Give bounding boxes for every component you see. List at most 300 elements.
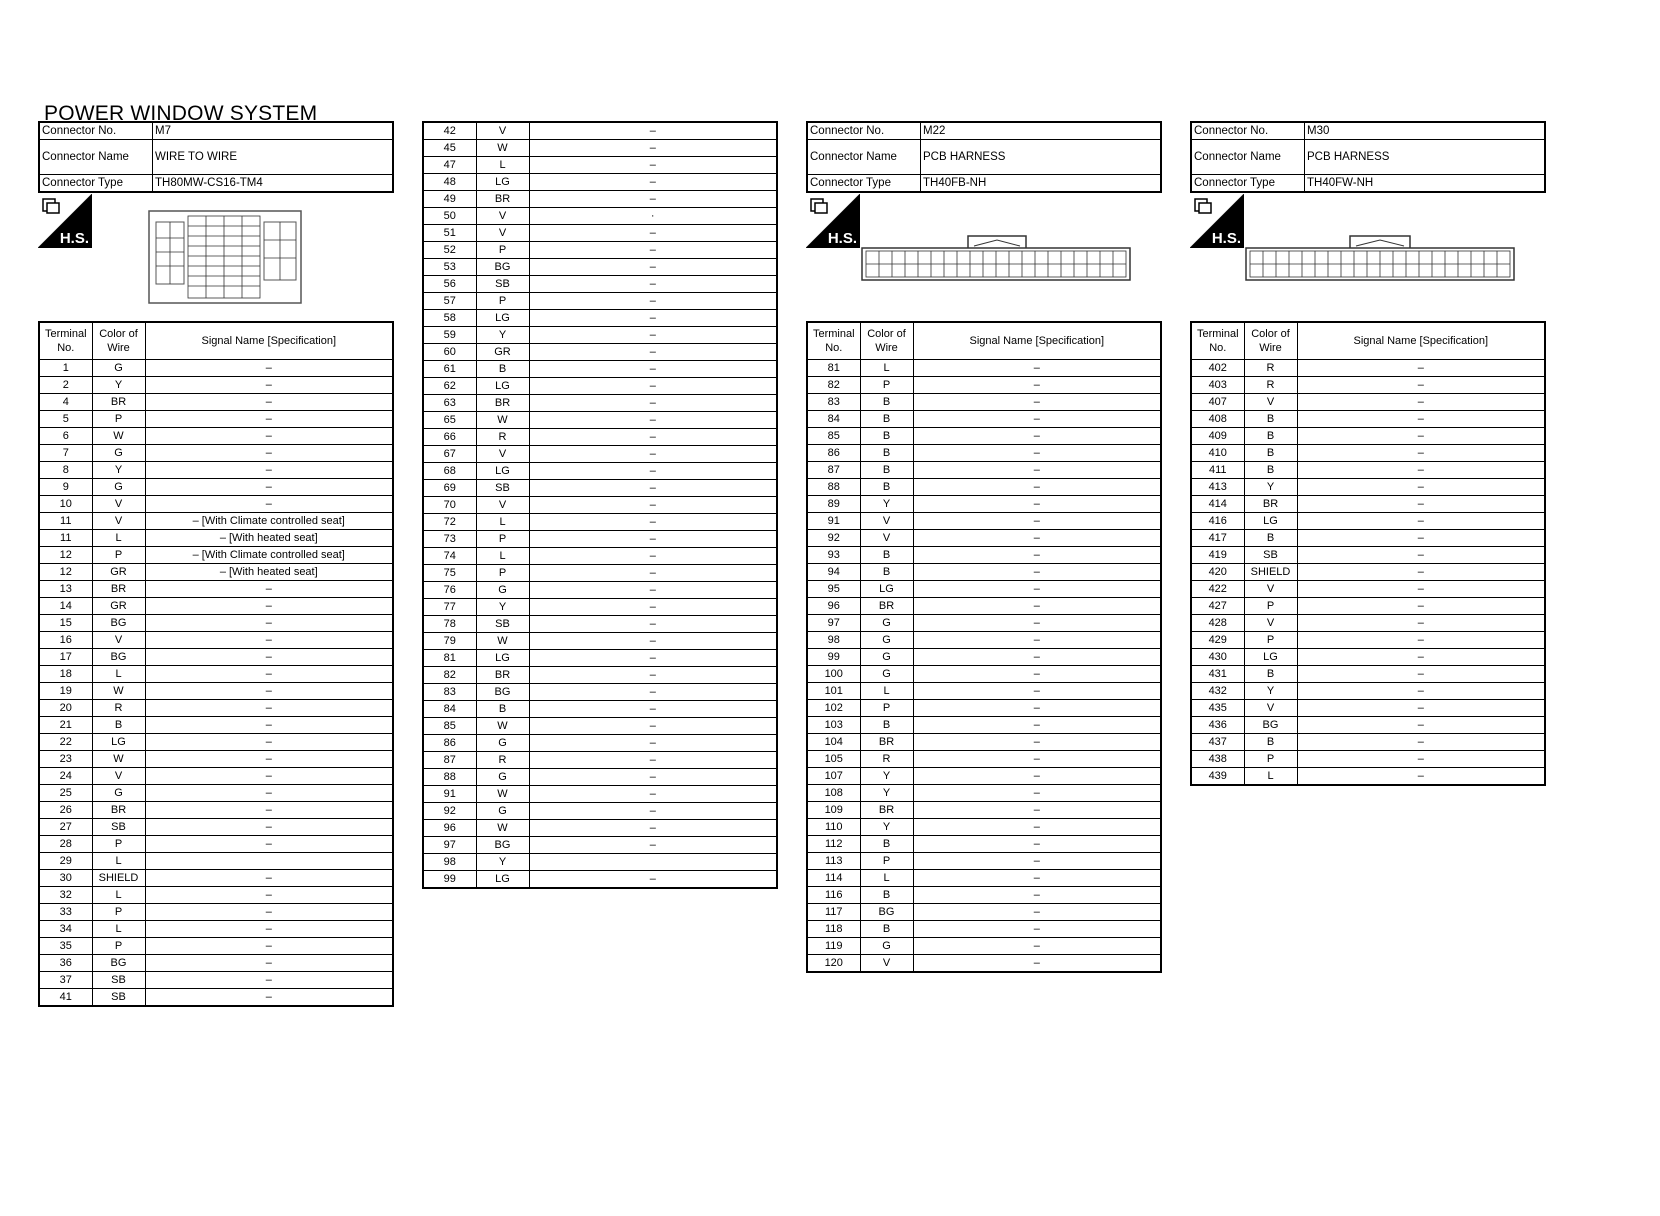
wire-color-cell: BR [860, 802, 913, 819]
terminal-no-cell: 437 [1191, 734, 1244, 751]
table-row [423, 378, 777, 395]
wire-color-cell: GR [92, 564, 145, 581]
table-row [807, 462, 1161, 479]
terminal-no-cell: 7 [39, 445, 92, 462]
table-row [1191, 632, 1545, 649]
signal-name-cell: – [913, 819, 1161, 836]
signal-name-cell: – [1297, 683, 1545, 700]
table-row [39, 632, 393, 649]
terminal-no-cell: 118 [807, 921, 860, 938]
table-row [423, 633, 777, 650]
signal-name-cell: – [145, 598, 393, 615]
connector-type-value: TH40FB-NH [921, 175, 1162, 193]
table-row [423, 361, 777, 378]
signal-name-cell: – [913, 547, 1161, 564]
signal-name-cell: – [145, 751, 393, 768]
table-row [1191, 649, 1545, 666]
m7-info-table [38, 121, 394, 193]
terminal-no-cell: 117 [807, 904, 860, 921]
terminal-no-cell: 419 [1191, 547, 1244, 564]
signal-name-cell: – [145, 938, 393, 955]
wire-color-cell: P [1244, 751, 1297, 768]
connector-no-value: M30 [1305, 122, 1546, 140]
terminal-no-cell: 63 [423, 395, 476, 412]
connector-no-value: M7 [153, 122, 394, 140]
signal-name-cell: – [529, 463, 777, 480]
signal-name-cell: – [529, 395, 777, 412]
wire-color-cell: B [860, 921, 913, 938]
table-row [39, 870, 393, 887]
wire-color-cell: R [92, 700, 145, 717]
wire-color-cell: G [476, 582, 529, 599]
table-row [807, 938, 1161, 955]
signal-name-cell: – [529, 242, 777, 259]
terminal-no-cell: 27 [39, 819, 92, 836]
terminal-no-cell: 53 [423, 259, 476, 276]
table-row [423, 174, 777, 191]
table-row [423, 565, 777, 582]
wire-color-cell: B [860, 717, 913, 734]
signal-name-cell: – [913, 700, 1161, 717]
table-row [39, 513, 393, 530]
table-row [1191, 768, 1545, 786]
table-row [807, 666, 1161, 683]
signal-name-cell: – [913, 445, 1161, 462]
table-row [39, 904, 393, 921]
table-row [807, 649, 1161, 666]
wire-color-cell: B [1244, 428, 1297, 445]
table-row [423, 786, 777, 803]
wire-color-cell: P [1244, 598, 1297, 615]
terminal-no-cell: 61 [423, 361, 476, 378]
table-row [423, 191, 777, 208]
table-row [807, 734, 1161, 751]
signal-name-cell: – [1297, 530, 1545, 547]
m30-connector-diagram [1244, 234, 1516, 282]
terminal-no-cell: 74 [423, 548, 476, 565]
terminal-no-cell: 35 [39, 938, 92, 955]
terminal-no-cell: 11 [39, 530, 92, 547]
wire-color-cell: Y [92, 377, 145, 394]
terminal-no-cell: 28 [39, 836, 92, 853]
signal-name-cell: – [913, 615, 1161, 632]
page-title: POWER WINDOW SYSTEM [44, 102, 318, 125]
wire-color-cell: B [860, 411, 913, 428]
signal-name-cell: – [145, 581, 393, 598]
terminal-no-cell: 94 [807, 564, 860, 581]
signal-name-cell: – [145, 734, 393, 751]
signal-name-cell: – [913, 598, 1161, 615]
table-row [423, 718, 777, 735]
terminal-no-cell: 105 [807, 751, 860, 768]
terminal-no-cell: 56 [423, 276, 476, 293]
table-row [39, 394, 393, 411]
signal-name-cell: – [145, 802, 393, 819]
table-row [1191, 394, 1545, 411]
terminal-no-cell: 49 [423, 191, 476, 208]
terminal-no-cell: 402 [1191, 360, 1244, 377]
wire-color-cell: L [860, 870, 913, 887]
terminal-no-cell: 119 [807, 938, 860, 955]
wire-color-cell: LG [476, 463, 529, 480]
table-row [807, 904, 1161, 921]
terminal-no-header: Terminal No. [39, 322, 92, 360]
signal-name-cell: – [529, 667, 777, 684]
wire-color-cell: P [92, 547, 145, 564]
signal-name-cell: – [913, 921, 1161, 938]
table-row [807, 530, 1161, 547]
wire-color-cell: G [860, 632, 913, 649]
table-row [39, 683, 393, 700]
wire-color-cell: P [1244, 632, 1297, 649]
signal-name-cell: – [145, 836, 393, 853]
table-row [423, 820, 777, 837]
signal-name-cell: – [529, 616, 777, 633]
table-row [423, 480, 777, 497]
table-row [39, 479, 393, 496]
signal-name-cell: – [1297, 666, 1545, 683]
table-row [807, 751, 1161, 768]
signal-name-cell: – [1297, 615, 1545, 632]
signal-name-cell: – [1297, 649, 1545, 666]
signal-name-cell: – [1297, 717, 1545, 734]
terminal-no-cell: 100 [807, 666, 860, 683]
wire-color-cell: L [476, 514, 529, 531]
signal-name-cell: – [913, 836, 1161, 853]
wire-color-cell: LG [476, 650, 529, 667]
table-row [1191, 428, 1545, 445]
signal-name-cell: – [529, 633, 777, 650]
signal-name-cell: – [913, 717, 1161, 734]
table-row [423, 497, 777, 514]
wire-color-cell: BG [92, 615, 145, 632]
terminal-no-cell: 15 [39, 615, 92, 632]
table-row [39, 853, 393, 870]
signal-name-cell: – [145, 870, 393, 887]
table-row [423, 225, 777, 242]
signal-name-cell: – [145, 819, 393, 836]
table-row [39, 462, 393, 479]
wire-color-cell: Y [1244, 683, 1297, 700]
table-row [39, 377, 393, 394]
wire-color-cell: BR [1244, 496, 1297, 513]
signal-name-cell: – [913, 462, 1161, 479]
terminal-no-cell: 20 [39, 700, 92, 717]
signal-name-cell: – [913, 802, 1161, 819]
terminal-no-cell: 45 [423, 140, 476, 157]
terminal-no-cell: 1 [39, 360, 92, 377]
terminal-no-cell: 73 [423, 531, 476, 548]
signal-name-cell: – [913, 530, 1161, 547]
wire-color-cell: W [476, 140, 529, 157]
connector-name-value: PCB HARNESS [921, 140, 1162, 175]
signal-name-cell: – [529, 752, 777, 769]
wire-color-cell: SB [92, 819, 145, 836]
terminal-no-cell: 68 [423, 463, 476, 480]
table-row [1191, 683, 1545, 700]
wire-color-cell: B [860, 428, 913, 445]
terminal-no-header: Terminal No. [807, 322, 860, 360]
signal-name-cell: – [529, 378, 777, 395]
table-row [423, 684, 777, 701]
table-row [1191, 666, 1545, 683]
table-row [807, 683, 1161, 700]
table-row [1191, 564, 1545, 581]
signal-name-cell: – [913, 887, 1161, 904]
m22-info-table [806, 121, 1162, 193]
wire-color-cell: Y [476, 599, 529, 616]
signal-name-cell: – [145, 700, 393, 717]
terminal-no-cell: 72 [423, 514, 476, 531]
wire-color-cell: V [476, 497, 529, 514]
m7-connector-diagram [148, 208, 302, 306]
connector-name-label: Connector Name [1191, 140, 1305, 175]
table-row [39, 836, 393, 853]
hs-badge [1190, 194, 1244, 248]
signal-name-cell: – [529, 122, 777, 140]
signal-name-cell: – [913, 870, 1161, 887]
terminal-no-cell: 25 [39, 785, 92, 802]
terminal-no-cell: 8 [39, 462, 92, 479]
table-row [807, 564, 1161, 581]
wire-color-cell: LG [92, 734, 145, 751]
wire-color-cell: R [476, 429, 529, 446]
wire-color-cell: B [860, 479, 913, 496]
terminal-no-cell: 77 [423, 599, 476, 616]
terminal-no-cell: 51 [423, 225, 476, 242]
terminal-no-cell: 88 [423, 769, 476, 786]
signal-name-cell: – [1297, 632, 1545, 649]
terminal-no-cell: 87 [423, 752, 476, 769]
wire-color-cell: V [92, 496, 145, 513]
signal-name-cell: – [913, 751, 1161, 768]
terminal-no-cell: 104 [807, 734, 860, 751]
signal-name-cell: – [145, 615, 393, 632]
terminal-no-cell: 88 [807, 479, 860, 496]
table-row [807, 853, 1161, 870]
table-row [807, 547, 1161, 564]
wire-color-cell: B [1244, 445, 1297, 462]
terminal-no-cell: 9 [39, 479, 92, 496]
signal-name-cell: – [145, 445, 393, 462]
signal-name-cell: – [With heated seat] [145, 530, 393, 547]
terminal-no-cell: 85 [423, 718, 476, 735]
signal-name-cell: – [1297, 411, 1545, 428]
table-row [39, 496, 393, 513]
terminal-no-cell: 42 [423, 122, 476, 140]
signal-name-cell: – [145, 972, 393, 989]
wire-color-cell: BR [92, 581, 145, 598]
terminal-no-cell: 41 [39, 989, 92, 1007]
wire-color-cell: P [476, 565, 529, 582]
terminal-no-cell: 75 [423, 565, 476, 582]
table-row [39, 921, 393, 938]
wire-color-cell: W [92, 751, 145, 768]
terminal-no-cell: 417 [1191, 530, 1244, 547]
signal-name-cell: – [529, 225, 777, 242]
wire-color-cell: P [92, 904, 145, 921]
wire-color-cell: SB [476, 616, 529, 633]
table-row [807, 955, 1161, 973]
terminal-no-cell: 89 [807, 496, 860, 513]
wire-color-cell: BG [92, 649, 145, 666]
table-row [1191, 462, 1545, 479]
table-row [423, 803, 777, 820]
terminal-no-cell: 439 [1191, 768, 1244, 786]
signal-name-cell: – [529, 259, 777, 276]
signal-name-cell: – [529, 174, 777, 191]
table-row [1191, 581, 1545, 598]
terminal-no-cell: 99 [807, 649, 860, 666]
wire-color-cell: SB [92, 989, 145, 1007]
wire-color-cell: W [92, 428, 145, 445]
signal-name-cell: – [145, 496, 393, 513]
wire-color-cell: R [1244, 377, 1297, 394]
signal-name-cell: – [913, 428, 1161, 445]
table-row [423, 701, 777, 718]
terminal-no-cell: 17 [39, 649, 92, 666]
table-row [39, 530, 393, 547]
signal-name-cell: – [529, 735, 777, 752]
signal-name-cell: – [145, 632, 393, 649]
hs-badge [38, 194, 92, 248]
signal-name-cell: – [913, 564, 1161, 581]
table-row [1191, 377, 1545, 394]
wire-color-cell: BG [476, 684, 529, 701]
table-row [423, 650, 777, 667]
signal-name-cell: – [1297, 445, 1545, 462]
table-row [807, 768, 1161, 785]
terminal-no-cell: 60 [423, 344, 476, 361]
terminal-no-cell: 11 [39, 513, 92, 530]
wire-color-cell: G [92, 445, 145, 462]
table-row [807, 377, 1161, 394]
wire-color-cell: V [860, 530, 913, 547]
signal-name-cell: – [913, 479, 1161, 496]
wire-color-cell: LG [1244, 513, 1297, 530]
signal-name-cell: – [145, 479, 393, 496]
table-row [423, 208, 777, 225]
wire-color-cell: R [476, 752, 529, 769]
signal-name-cell: – [913, 904, 1161, 921]
wire-color-cell: G [860, 649, 913, 666]
terminal-no-cell: 16 [39, 632, 92, 649]
signal-name-cell: – [913, 649, 1161, 666]
table-row [423, 344, 777, 361]
signal-name-cell: – [1297, 360, 1545, 377]
signal-name-cell: – [145, 785, 393, 802]
wire-color-cell: BR [476, 667, 529, 684]
signal-name-cell: – [1297, 700, 1545, 717]
connector-name-label: Connector Name [39, 140, 153, 175]
table-row [39, 938, 393, 955]
signal-name-cell [145, 853, 393, 870]
wire-color-cell: BG [476, 259, 529, 276]
table-row [423, 548, 777, 565]
connector-name-value: PCB HARNESS [1305, 140, 1546, 175]
signal-name-cell: – [145, 887, 393, 904]
wire-color-cell: LG [1244, 649, 1297, 666]
signal-name-cell: – [529, 446, 777, 463]
signal-name-header: Signal Name [Specification] [1297, 322, 1545, 360]
signal-name-cell: – [913, 377, 1161, 394]
signal-name-cell: – [913, 360, 1161, 377]
wire-color-cell: L [92, 853, 145, 870]
signal-name-cell: – [145, 955, 393, 972]
wire-color-cell: B [476, 701, 529, 718]
table-row [39, 955, 393, 972]
table-row [1191, 360, 1545, 377]
table-row [1191, 734, 1545, 751]
signal-name-cell: – [529, 140, 777, 157]
wire-color-cell: W [476, 786, 529, 803]
wire-color-cell: V [860, 513, 913, 530]
wire-color-cell: L [860, 360, 913, 377]
terminal-no-cell: 62 [423, 378, 476, 395]
terminal-no-cell: 436 [1191, 717, 1244, 734]
terminal-no-cell: 97 [423, 837, 476, 854]
terminal-no-cell: 120 [807, 955, 860, 973]
wire-color-cell: V [476, 208, 529, 225]
table-row [1191, 615, 1545, 632]
wire-color-cell: B [1244, 666, 1297, 683]
wire-color-cell: L [92, 666, 145, 683]
table-row [423, 854, 777, 871]
table-row [423, 140, 777, 157]
wire-color-cell: Y [860, 785, 913, 802]
wire-color-cell: P [476, 293, 529, 310]
table-row [807, 802, 1161, 819]
terminal-no-cell: 98 [807, 632, 860, 649]
wire-color-cell: L [476, 548, 529, 565]
signal-name-cell: – [529, 480, 777, 497]
wire-color-cell: GR [92, 598, 145, 615]
signal-name-cell: – [145, 394, 393, 411]
table-row [1191, 513, 1545, 530]
table-row [39, 700, 393, 717]
table-row [807, 445, 1161, 462]
connector-no-label: Connector No. [39, 122, 153, 140]
wire-color-cell: BR [476, 395, 529, 412]
terminal-no-cell: 416 [1191, 513, 1244, 530]
terminal-no-cell: 107 [807, 768, 860, 785]
table-row [423, 599, 777, 616]
signal-name-cell: – [529, 871, 777, 889]
wire-color-cell: Y [92, 462, 145, 479]
wire-color-cell: LG [476, 378, 529, 395]
m30-info-table [1190, 121, 1546, 193]
table-row [39, 547, 393, 564]
table-row [423, 310, 777, 327]
color-of-wire-header: Color of Wire [860, 322, 913, 360]
terminal-no-cell: 96 [807, 598, 860, 615]
wire-color-cell: P [476, 242, 529, 259]
connector-icon [41, 197, 61, 215]
table-row [807, 615, 1161, 632]
terminal-no-cell: 29 [39, 853, 92, 870]
terminal-no-cell: 110 [807, 819, 860, 836]
signal-name-cell: – [529, 565, 777, 582]
table-row [1191, 717, 1545, 734]
signal-name-cell: · [529, 208, 777, 225]
terminal-no-cell: 33 [39, 904, 92, 921]
wire-color-cell: BR [860, 598, 913, 615]
wire-color-cell: B [860, 836, 913, 853]
signal-name-cell: – [529, 531, 777, 548]
connector-name-value: WIRE TO WIRE [153, 140, 394, 175]
table-row [423, 429, 777, 446]
table-row [423, 122, 777, 140]
